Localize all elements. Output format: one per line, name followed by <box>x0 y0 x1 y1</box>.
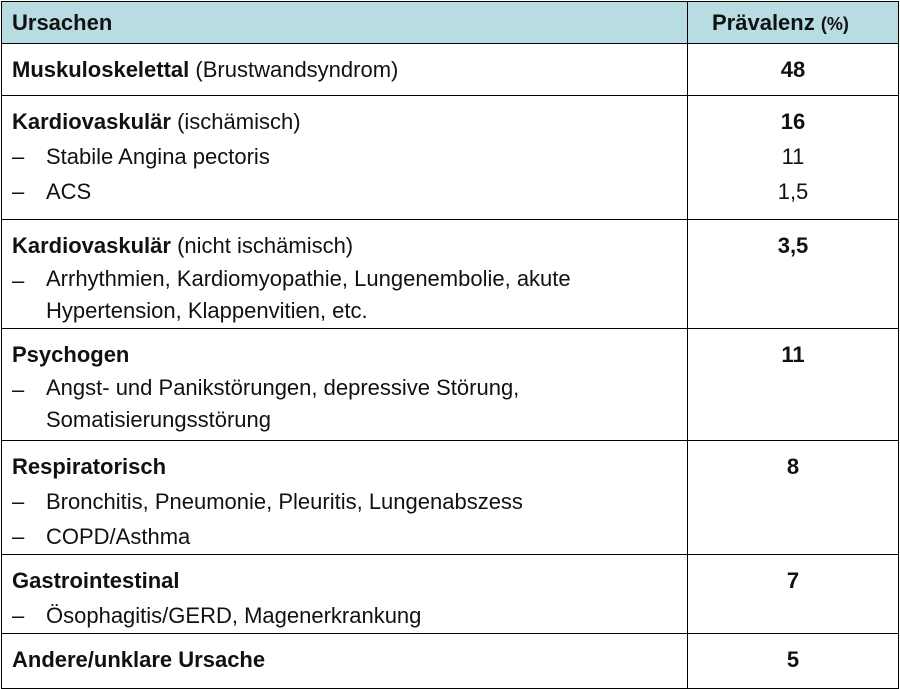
sub-item <box>12 263 677 327</box>
sub-item <box>12 174 677 209</box>
sub-item-text: Arrhythmien, Kardiomyopathie, Lungenembolie, akute Hypertension, Klappenvitien, etc. <box>46 266 571 323</box>
table-row-respiratorisch <box>2 441 899 555</box>
category-value: 7 <box>786 568 800 593</box>
category-value: 16 <box>780 109 806 134</box>
dash-glyph: – <box>12 144 25 169</box>
sub-item-text: Stabile Angina pectoris <box>46 144 270 169</box>
category-title: Respiratorisch <box>12 454 167 479</box>
sub-item <box>12 484 677 519</box>
category-value: 5 <box>786 647 800 672</box>
category-note: (ischämisch) <box>177 109 301 134</box>
dash-glyph: – <box>12 489 25 514</box>
cause-cell <box>2 44 688 96</box>
cause-cell <box>2 441 688 555</box>
category-value: 11 <box>781 342 805 367</box>
table-row-andere <box>2 634 899 689</box>
header-prevalence-unit: (%) <box>820 14 849 34</box>
sub-item <box>12 519 677 554</box>
category-value: 8 <box>786 454 800 479</box>
prevalence-cell <box>688 96 899 220</box>
sub-item-text: Bronchitis, Pneumonie, Pleuritis, Lungenabszess <box>46 489 523 514</box>
prevalence-cell <box>688 44 899 96</box>
table-row-kardiovaskulaer-nicht-ischaemisch <box>2 220 899 329</box>
category-value: 3,5 <box>777 233 809 258</box>
cause-cell <box>2 96 688 220</box>
category-title: Psychogen <box>12 342 130 367</box>
category-title: Andere/unklare Ursache <box>12 647 266 672</box>
header-causes: Ursachen <box>2 2 688 44</box>
sub-item <box>12 372 677 436</box>
sub-item <box>12 139 677 174</box>
header-prevalence-label: Prävalenz <box>712 10 815 35</box>
dash-glyph: – <box>12 179 25 204</box>
cause-cell <box>2 329 688 441</box>
category-title: Muskuloskelettal <box>12 57 190 82</box>
sub-item-value: 1,5 <box>777 179 809 204</box>
prevalence-cell <box>688 634 899 689</box>
table-row-kardiovaskulaer-ischaemisch <box>2 96 899 220</box>
cause-cell <box>2 634 688 689</box>
header-prevalence <box>688 2 899 44</box>
sub-item-text: COPD/Asthma <box>46 524 191 549</box>
prevalence-cell <box>688 441 899 555</box>
dash-glyph: – <box>12 377 25 402</box>
causes-table <box>1 1 899 689</box>
prevalence-cell <box>688 555 899 634</box>
category-title: Gastrointestinal <box>12 568 180 593</box>
sub-item-text: Angst- und Panikstörungen, depressive Störung, Somatisierungsstörung <box>46 375 520 432</box>
category-value: 48 <box>780 57 806 82</box>
table-row-gastrointestinal <box>2 555 899 634</box>
table-row-psychogen <box>2 329 899 441</box>
category-note: (nicht ischämisch) <box>177 233 354 258</box>
dash-glyph: – <box>12 603 25 628</box>
category-note: (Brustwandsyndrom) <box>195 57 399 82</box>
prevalence-cell <box>688 329 899 441</box>
dash-glyph: – <box>12 524 25 549</box>
cause-cell <box>2 220 688 329</box>
table-header-row <box>2 2 899 44</box>
dash-glyph: – <box>12 268 25 293</box>
category-title: Kardiovaskulär <box>12 109 171 134</box>
sub-item <box>12 598 677 633</box>
sub-item-text: ACS <box>46 179 92 204</box>
sub-item-text: Ösophagitis/GERD, Magenerkrankung <box>46 603 422 628</box>
sub-item-value: 11 <box>781 144 805 169</box>
table-row-muskuloskelettal <box>2 44 899 96</box>
category-title: Kardiovaskulär <box>12 233 171 258</box>
prevalence-cell <box>688 220 899 329</box>
cause-cell <box>2 555 688 634</box>
